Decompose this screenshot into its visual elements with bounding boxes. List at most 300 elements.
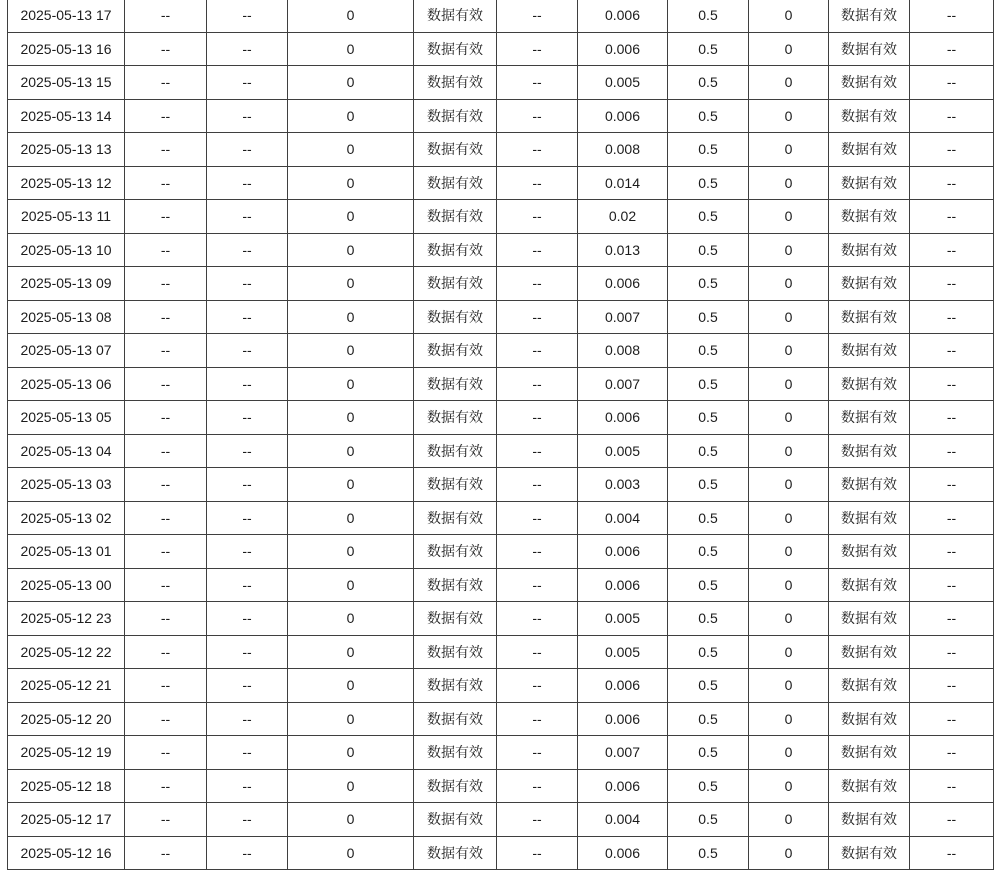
dash-cell: -- <box>910 535 994 569</box>
status-cell: 数据有效 <box>829 0 910 32</box>
dash-cell: -- <box>125 233 207 267</box>
timestamp-cell: 2025-05-13 12 <box>8 166 125 200</box>
table-row <box>8 0 994 32</box>
value-cell: 0 <box>749 200 829 234</box>
dash-cell: -- <box>207 200 288 234</box>
dash-cell: -- <box>497 468 578 502</box>
value-cell: 0 <box>749 0 829 32</box>
value-cell: 0.006 <box>578 0 668 32</box>
value-cell: 0 <box>288 434 414 468</box>
value-cell: 0.006 <box>578 535 668 569</box>
dash-cell: -- <box>207 635 288 669</box>
value-cell: 0.006 <box>578 267 668 301</box>
table-row <box>8 367 994 401</box>
dash-cell: -- <box>910 267 994 301</box>
value-cell: 0.006 <box>578 32 668 66</box>
value-cell: 0 <box>749 501 829 535</box>
value-cell: 0.5 <box>668 367 749 401</box>
value-cell: 0.004 <box>578 803 668 837</box>
value-cell: 0.006 <box>578 836 668 870</box>
table-row <box>8 635 994 669</box>
dash-cell: -- <box>910 233 994 267</box>
status-cell: 数据有效 <box>414 300 497 334</box>
table-row <box>8 401 994 435</box>
table-row <box>8 803 994 837</box>
value-cell: 0.003 <box>578 468 668 502</box>
value-cell: 0.5 <box>668 434 749 468</box>
timestamp-cell: 2025-05-13 03 <box>8 468 125 502</box>
dash-cell: -- <box>497 803 578 837</box>
table-row <box>8 434 994 468</box>
status-cell: 数据有效 <box>414 200 497 234</box>
timestamp-cell: 2025-05-13 05 <box>8 401 125 435</box>
value-cell: 0.5 <box>668 233 749 267</box>
value-cell: 0 <box>288 736 414 770</box>
dash-cell: -- <box>207 32 288 66</box>
value-cell: 0 <box>749 66 829 100</box>
dash-cell: -- <box>125 836 207 870</box>
table-row <box>8 133 994 167</box>
status-cell: 数据有效 <box>829 635 910 669</box>
value-cell: 0.5 <box>668 133 749 167</box>
timestamp-cell: 2025-05-13 16 <box>8 32 125 66</box>
value-cell: 0 <box>288 702 414 736</box>
dash-cell: -- <box>497 367 578 401</box>
status-cell: 数据有效 <box>414 568 497 602</box>
table-row <box>8 501 994 535</box>
value-cell: 0.5 <box>668 267 749 301</box>
value-cell: 0.5 <box>668 535 749 569</box>
status-cell: 数据有效 <box>414 602 497 636</box>
value-cell: 0 <box>749 401 829 435</box>
timestamp-cell: 2025-05-12 16 <box>8 836 125 870</box>
value-cell: 0 <box>288 166 414 200</box>
value-cell: 0 <box>288 568 414 602</box>
value-cell: 0 <box>749 769 829 803</box>
dash-cell: -- <box>125 66 207 100</box>
dash-cell: -- <box>497 166 578 200</box>
value-cell: 0 <box>288 468 414 502</box>
value-cell: 0 <box>288 233 414 267</box>
dash-cell: -- <box>497 635 578 669</box>
dash-cell: -- <box>910 769 994 803</box>
table-row <box>8 99 994 133</box>
dash-cell: -- <box>497 66 578 100</box>
table-row <box>8 836 994 870</box>
status-cell: 数据有效 <box>414 468 497 502</box>
value-cell: 0.006 <box>578 401 668 435</box>
status-cell: 数据有效 <box>414 669 497 703</box>
value-cell: 0 <box>288 635 414 669</box>
value-cell: 0.5 <box>668 602 749 636</box>
dash-cell: -- <box>910 166 994 200</box>
timestamp-cell: 2025-05-12 17 <box>8 803 125 837</box>
value-cell: 0.005 <box>578 434 668 468</box>
table-row <box>8 736 994 770</box>
dash-cell: -- <box>207 334 288 368</box>
status-cell: 数据有效 <box>414 736 497 770</box>
status-cell: 数据有效 <box>414 501 497 535</box>
dash-cell: -- <box>207 568 288 602</box>
dash-cell: -- <box>125 367 207 401</box>
dash-cell: -- <box>910 836 994 870</box>
table-row <box>8 66 994 100</box>
status-cell: 数据有效 <box>414 702 497 736</box>
timestamp-cell: 2025-05-12 22 <box>8 635 125 669</box>
status-cell: 数据有效 <box>414 367 497 401</box>
value-cell: 0 <box>749 702 829 736</box>
value-cell: 0.5 <box>668 836 749 870</box>
status-cell: 数据有效 <box>414 66 497 100</box>
dash-cell: -- <box>207 468 288 502</box>
timestamp-cell: 2025-05-13 15 <box>8 66 125 100</box>
dash-cell: -- <box>910 32 994 66</box>
status-cell: 数据有效 <box>829 334 910 368</box>
value-cell: 0 <box>749 334 829 368</box>
dash-cell: -- <box>497 602 578 636</box>
value-cell: 0.006 <box>578 702 668 736</box>
value-cell: 0.006 <box>578 568 668 602</box>
status-cell: 数据有效 <box>829 267 910 301</box>
value-cell: 0.007 <box>578 367 668 401</box>
dash-cell: -- <box>497 501 578 535</box>
status-cell: 数据有效 <box>829 166 910 200</box>
dash-cell: -- <box>497 669 578 703</box>
status-cell: 数据有效 <box>829 66 910 100</box>
dash-cell: -- <box>497 200 578 234</box>
dash-cell: -- <box>497 535 578 569</box>
value-cell: 0 <box>288 669 414 703</box>
timestamp-cell: 2025-05-13 14 <box>8 99 125 133</box>
status-cell: 数据有效 <box>829 300 910 334</box>
table-row <box>8 769 994 803</box>
table-row <box>8 300 994 334</box>
status-cell: 数据有效 <box>829 669 910 703</box>
value-cell: 0 <box>288 0 414 32</box>
dash-cell: -- <box>497 736 578 770</box>
dash-cell: -- <box>497 0 578 32</box>
value-cell: 0 <box>288 401 414 435</box>
dash-cell: -- <box>207 367 288 401</box>
dash-cell: -- <box>125 669 207 703</box>
value-cell: 0 <box>288 535 414 569</box>
dash-cell: -- <box>125 568 207 602</box>
value-cell: 0.5 <box>668 32 749 66</box>
dash-cell: -- <box>207 501 288 535</box>
dash-cell: -- <box>497 401 578 435</box>
dash-cell: -- <box>125 602 207 636</box>
table-row <box>8 334 994 368</box>
value-cell: 0.5 <box>668 803 749 837</box>
dash-cell: -- <box>125 468 207 502</box>
dash-cell: -- <box>497 434 578 468</box>
dash-cell: -- <box>207 669 288 703</box>
status-cell: 数据有效 <box>414 535 497 569</box>
status-cell: 数据有效 <box>829 401 910 435</box>
value-cell: 0.005 <box>578 66 668 100</box>
value-cell: 0 <box>288 367 414 401</box>
status-cell: 数据有效 <box>829 702 910 736</box>
value-cell: 0 <box>749 635 829 669</box>
timestamp-cell: 2025-05-13 13 <box>8 133 125 167</box>
dash-cell: -- <box>497 233 578 267</box>
value-cell: 0 <box>288 99 414 133</box>
dash-cell: -- <box>910 635 994 669</box>
dash-cell: -- <box>207 702 288 736</box>
status-cell: 数据有效 <box>829 501 910 535</box>
dash-cell: -- <box>910 736 994 770</box>
value-cell: 0 <box>749 99 829 133</box>
value-cell: 0.5 <box>668 300 749 334</box>
dash-cell: -- <box>910 702 994 736</box>
status-cell: 数据有效 <box>829 803 910 837</box>
dash-cell: -- <box>207 133 288 167</box>
status-cell: 数据有效 <box>829 602 910 636</box>
value-cell: 0 <box>288 836 414 870</box>
timestamp-cell: 2025-05-12 18 <box>8 769 125 803</box>
dash-cell: -- <box>207 401 288 435</box>
value-cell: 0.008 <box>578 133 668 167</box>
value-cell: 0.007 <box>578 300 668 334</box>
dash-cell: -- <box>125 166 207 200</box>
value-cell: 0 <box>288 200 414 234</box>
status-cell: 数据有效 <box>414 803 497 837</box>
dash-cell: -- <box>910 334 994 368</box>
status-cell: 数据有效 <box>829 468 910 502</box>
dash-cell: -- <box>910 501 994 535</box>
value-cell: 0.5 <box>668 501 749 535</box>
status-cell: 数据有效 <box>414 836 497 870</box>
dash-cell: -- <box>125 769 207 803</box>
value-cell: 0 <box>749 300 829 334</box>
value-cell: 0.5 <box>668 635 749 669</box>
dash-cell: -- <box>125 736 207 770</box>
timestamp-cell: 2025-05-13 09 <box>8 267 125 301</box>
dash-cell: -- <box>207 434 288 468</box>
dash-cell: -- <box>125 702 207 736</box>
value-cell: 0.5 <box>668 0 749 32</box>
status-cell: 数据有效 <box>414 133 497 167</box>
dash-cell: -- <box>497 836 578 870</box>
status-cell: 数据有效 <box>829 99 910 133</box>
value-cell: 0.013 <box>578 233 668 267</box>
timestamp-cell: 2025-05-12 20 <box>8 702 125 736</box>
value-cell: 0 <box>749 434 829 468</box>
dash-cell: -- <box>207 99 288 133</box>
dash-cell: -- <box>910 133 994 167</box>
dash-cell: -- <box>910 300 994 334</box>
dash-cell: -- <box>125 401 207 435</box>
value-cell: 0.004 <box>578 501 668 535</box>
timestamp-cell: 2025-05-13 01 <box>8 535 125 569</box>
table-row <box>8 468 994 502</box>
table-row <box>8 602 994 636</box>
status-cell: 数据有效 <box>829 233 910 267</box>
dash-cell: -- <box>207 602 288 636</box>
value-cell: 0 <box>749 133 829 167</box>
value-cell: 0 <box>288 769 414 803</box>
timestamp-cell: 2025-05-13 02 <box>8 501 125 535</box>
dash-cell: -- <box>207 535 288 569</box>
dash-cell: -- <box>125 334 207 368</box>
dash-cell: -- <box>910 367 994 401</box>
value-cell: 0 <box>749 535 829 569</box>
value-cell: 0 <box>749 233 829 267</box>
dash-cell: -- <box>125 635 207 669</box>
status-cell: 数据有效 <box>829 133 910 167</box>
timestamp-cell: 2025-05-13 10 <box>8 233 125 267</box>
value-cell: 0.5 <box>668 568 749 602</box>
dash-cell: -- <box>910 66 994 100</box>
dash-cell: -- <box>207 0 288 32</box>
value-cell: 0 <box>749 568 829 602</box>
dash-cell: -- <box>207 769 288 803</box>
value-cell: 0 <box>749 736 829 770</box>
value-cell: 0.5 <box>668 702 749 736</box>
dash-cell: -- <box>125 99 207 133</box>
value-cell: 0 <box>749 267 829 301</box>
value-cell: 0.5 <box>668 334 749 368</box>
value-cell: 0 <box>288 133 414 167</box>
dash-cell: -- <box>497 32 578 66</box>
status-cell: 数据有效 <box>829 200 910 234</box>
dash-cell: -- <box>910 803 994 837</box>
status-cell: 数据有效 <box>414 434 497 468</box>
status-cell: 数据有效 <box>829 32 910 66</box>
timestamp-cell: 2025-05-13 17 <box>8 0 125 32</box>
value-cell: 0 <box>288 501 414 535</box>
value-cell: 0 <box>749 602 829 636</box>
status-cell: 数据有效 <box>829 769 910 803</box>
dash-cell: -- <box>125 200 207 234</box>
dash-cell: -- <box>497 99 578 133</box>
status-cell: 数据有效 <box>414 166 497 200</box>
value-cell: 0.5 <box>668 736 749 770</box>
timestamp-cell: 2025-05-13 07 <box>8 334 125 368</box>
value-cell: 0 <box>288 32 414 66</box>
value-cell: 0.5 <box>668 99 749 133</box>
status-cell: 数据有效 <box>414 401 497 435</box>
dash-cell: -- <box>125 133 207 167</box>
value-cell: 0 <box>288 300 414 334</box>
value-cell: 0 <box>288 803 414 837</box>
value-cell: 0.5 <box>668 769 749 803</box>
value-cell: 0.014 <box>578 166 668 200</box>
status-cell: 数据有效 <box>829 367 910 401</box>
dash-cell: -- <box>125 0 207 32</box>
table-viewport <box>7 0 996 871</box>
timestamp-cell: 2025-05-13 11 <box>8 200 125 234</box>
dash-cell: -- <box>497 133 578 167</box>
value-cell: 0 <box>749 367 829 401</box>
status-cell: 数据有效 <box>414 334 497 368</box>
dash-cell: -- <box>497 702 578 736</box>
table-row <box>8 200 994 234</box>
status-cell: 数据有效 <box>414 769 497 803</box>
value-cell: 0.5 <box>668 66 749 100</box>
dash-cell: -- <box>910 401 994 435</box>
value-cell: 0.5 <box>668 669 749 703</box>
dash-cell: -- <box>207 836 288 870</box>
value-cell: 0.008 <box>578 334 668 368</box>
dash-cell: -- <box>207 736 288 770</box>
dash-cell: -- <box>910 0 994 32</box>
value-cell: 0.005 <box>578 602 668 636</box>
value-cell: 0.005 <box>578 635 668 669</box>
value-cell: 0.5 <box>668 200 749 234</box>
value-cell: 0 <box>288 334 414 368</box>
table-row <box>8 267 994 301</box>
timestamp-cell: 2025-05-13 04 <box>8 434 125 468</box>
dash-cell: -- <box>910 468 994 502</box>
value-cell: 0 <box>749 32 829 66</box>
value-cell: 0 <box>288 66 414 100</box>
dash-cell: -- <box>910 568 994 602</box>
status-cell: 数据有效 <box>829 535 910 569</box>
table-row <box>8 568 994 602</box>
status-cell: 数据有效 <box>829 836 910 870</box>
status-cell: 数据有效 <box>829 434 910 468</box>
value-cell: 0.006 <box>578 669 668 703</box>
value-cell: 0.5 <box>668 468 749 502</box>
status-cell: 数据有效 <box>414 32 497 66</box>
value-cell: 0 <box>749 468 829 502</box>
value-cell: 0 <box>749 803 829 837</box>
table-row <box>8 32 994 66</box>
status-cell: 数据有效 <box>829 568 910 602</box>
dash-cell: -- <box>497 769 578 803</box>
dash-cell: -- <box>910 99 994 133</box>
dash-cell: -- <box>207 233 288 267</box>
dash-cell: -- <box>125 803 207 837</box>
table-row <box>8 702 994 736</box>
value-cell: 0 <box>749 166 829 200</box>
dash-cell: -- <box>125 535 207 569</box>
dash-cell: -- <box>497 267 578 301</box>
dash-cell: -- <box>207 66 288 100</box>
value-cell: 0.006 <box>578 99 668 133</box>
value-cell: 0 <box>288 267 414 301</box>
timestamp-cell: 2025-05-13 06 <box>8 367 125 401</box>
dash-cell: -- <box>207 267 288 301</box>
dash-cell: -- <box>497 568 578 602</box>
status-cell: 数据有效 <box>414 233 497 267</box>
status-cell: 数据有效 <box>414 635 497 669</box>
dash-cell: -- <box>125 501 207 535</box>
dash-cell: -- <box>207 166 288 200</box>
table-row <box>8 535 994 569</box>
value-cell: 0 <box>288 602 414 636</box>
dash-cell: -- <box>207 803 288 837</box>
value-cell: 0.02 <box>578 200 668 234</box>
dash-cell: -- <box>125 32 207 66</box>
value-cell: 0.5 <box>668 401 749 435</box>
value-cell: 0.007 <box>578 736 668 770</box>
timestamp-cell: 2025-05-13 08 <box>8 300 125 334</box>
dash-cell: -- <box>910 200 994 234</box>
dash-cell: -- <box>910 669 994 703</box>
dash-cell: -- <box>207 300 288 334</box>
value-cell: 0.006 <box>578 769 668 803</box>
dash-cell: -- <box>910 434 994 468</box>
dash-cell: -- <box>125 267 207 301</box>
table-row <box>8 166 994 200</box>
status-cell: 数据有效 <box>414 267 497 301</box>
value-cell: 0 <box>749 669 829 703</box>
timestamp-cell: 2025-05-12 19 <box>8 736 125 770</box>
dash-cell: -- <box>497 334 578 368</box>
timestamp-cell: 2025-05-12 21 <box>8 669 125 703</box>
